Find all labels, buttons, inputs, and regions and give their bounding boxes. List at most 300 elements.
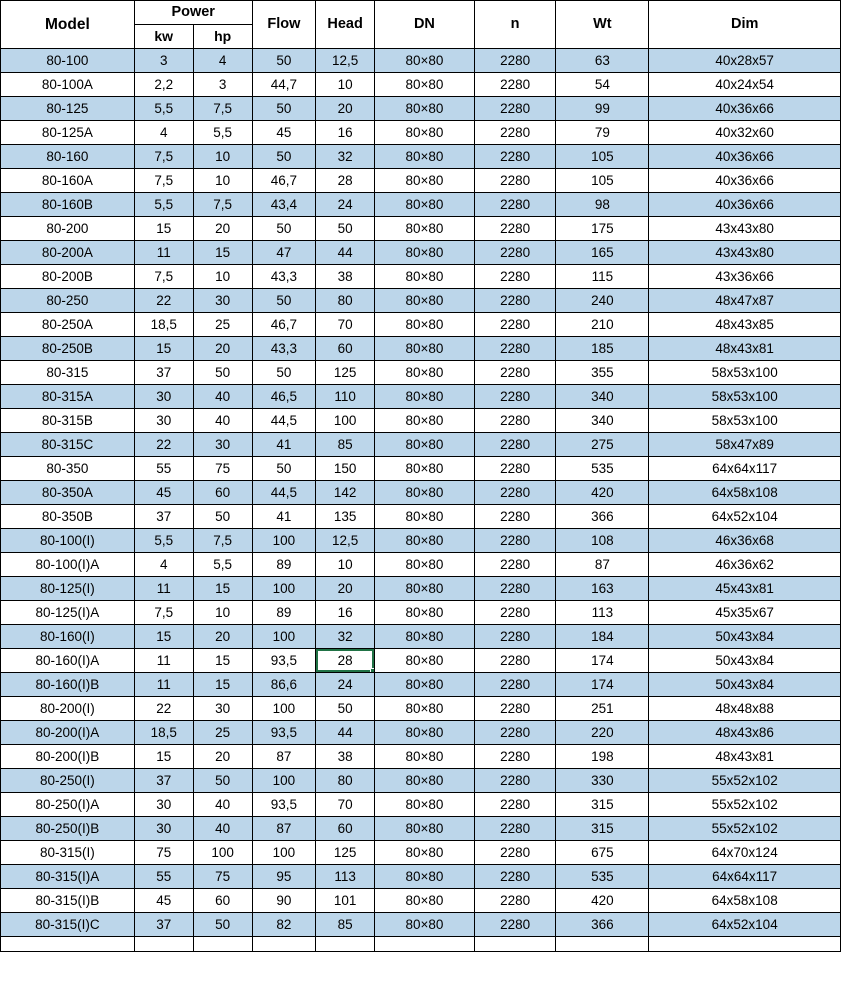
cell-kw[interactable]: 7,5 (134, 601, 193, 625)
cell-wt[interactable]: 175 (556, 217, 649, 241)
cell-head[interactable]: 80 (316, 289, 375, 313)
cell-flow[interactable]: 44,5 (252, 481, 315, 505)
cell-n[interactable]: 2280 (474, 49, 556, 73)
cell-dn[interactable]: 80×80 (375, 73, 475, 97)
cell-model[interactable]: 80-350A (1, 481, 135, 505)
cell-flow[interactable]: 100 (252, 769, 315, 793)
cell-wt[interactable]: 185 (556, 337, 649, 361)
cell-kw[interactable]: 5,5 (134, 97, 193, 121)
cell-n[interactable]: 2280 (474, 97, 556, 121)
cell-model[interactable]: 80-160(I)A (1, 649, 135, 673)
cell-kw[interactable]: 45 (134, 889, 193, 913)
cell-kw[interactable]: 15 (134, 337, 193, 361)
cell-flow[interactable]: 41 (252, 433, 315, 457)
cell-model[interactable]: 80-200(I)A (1, 721, 135, 745)
table-row[interactable] (1, 601, 841, 625)
table-row[interactable] (1, 865, 841, 889)
table-row[interactable] (1, 745, 841, 769)
table-row[interactable] (1, 529, 841, 553)
cell-model[interactable]: 80-350 (1, 457, 135, 481)
cell-dn[interactable]: 80×80 (375, 49, 475, 73)
cell-head[interactable]: 150 (316, 457, 375, 481)
cell-head[interactable]: 38 (316, 265, 375, 289)
cell-flow[interactable]: 87 (252, 817, 315, 841)
cell-kw[interactable]: 11 (134, 241, 193, 265)
cell-head[interactable] (316, 937, 375, 952)
cell-wt[interactable]: 210 (556, 313, 649, 337)
cell-kw[interactable]: 15 (134, 217, 193, 241)
cell-head[interactable]: 50 (316, 217, 375, 241)
cell-kw[interactable]: 55 (134, 865, 193, 889)
cell-n[interactable]: 2280 (474, 577, 556, 601)
cell-dim[interactable]: 58x47x89 (649, 433, 841, 457)
cell-flow[interactable]: 43,3 (252, 265, 315, 289)
cell-wt[interactable]: 420 (556, 889, 649, 913)
table-row[interactable] (1, 265, 841, 289)
cell-head[interactable]: 16 (316, 601, 375, 625)
cell-model[interactable]: 80-200(I) (1, 697, 135, 721)
cell-dim[interactable]: 64x52x104 (649, 913, 841, 937)
cell-model[interactable]: 80-125(I) (1, 577, 135, 601)
cell-head[interactable]: 125 (316, 841, 375, 865)
cell-flow[interactable]: 46,7 (252, 313, 315, 337)
cell-n[interactable]: 2280 (474, 241, 556, 265)
table-row[interactable] (1, 409, 841, 433)
cell-model[interactable]: 80-125A (1, 121, 135, 145)
cell-model[interactable]: 80-160A (1, 169, 135, 193)
cell-head[interactable]: 60 (316, 337, 375, 361)
table-row[interactable] (1, 481, 841, 505)
cell-n[interactable]: 2280 (474, 769, 556, 793)
cell-hp[interactable]: 7,5 (193, 529, 252, 553)
cell-flow[interactable]: 41 (252, 505, 315, 529)
cell-hp[interactable]: 75 (193, 865, 252, 889)
cell-head[interactable]: 85 (316, 433, 375, 457)
cell-dn[interactable]: 80×80 (375, 721, 475, 745)
cell-model[interactable]: 80-315C (1, 433, 135, 457)
cell-dn[interactable]: 80×80 (375, 745, 475, 769)
cell-dim[interactable]: 40x32x60 (649, 121, 841, 145)
table-row[interactable] (1, 721, 841, 745)
table-row[interactable] (1, 889, 841, 913)
column-header-dn[interactable]: DN (375, 1, 475, 49)
cell-n[interactable]: 2280 (474, 529, 556, 553)
cell-head[interactable]: 100 (316, 409, 375, 433)
cell-model[interactable]: 80-100A (1, 73, 135, 97)
cell-hp[interactable]: 20 (193, 217, 252, 241)
cell-head[interactable]: 12,5 (316, 49, 375, 73)
cell-wt[interactable]: 275 (556, 433, 649, 457)
cell-wt[interactable]: 340 (556, 409, 649, 433)
cell-hp[interactable]: 40 (193, 793, 252, 817)
cell-wt[interactable]: 108 (556, 529, 649, 553)
cell-dim[interactable]: 55x52x102 (649, 793, 841, 817)
cell-flow[interactable] (252, 937, 315, 952)
cell-kw[interactable]: 30 (134, 385, 193, 409)
cell-kw[interactable]: 22 (134, 289, 193, 313)
cell-kw[interactable]: 37 (134, 769, 193, 793)
table-row[interactable] (1, 385, 841, 409)
cell-wt[interactable]: 174 (556, 673, 649, 697)
cell-model[interactable]: 80-160(I) (1, 625, 135, 649)
cell-flow[interactable]: 43,4 (252, 193, 315, 217)
cell-head[interactable]: 44 (316, 721, 375, 745)
cell-head[interactable]: 28 (316, 169, 375, 193)
cell-kw[interactable]: 37 (134, 361, 193, 385)
cell-n[interactable]: 2280 (474, 721, 556, 745)
cell-wt[interactable]: 79 (556, 121, 649, 145)
cell-dn[interactable]: 80×80 (375, 577, 475, 601)
cell-hp[interactable]: 7,5 (193, 193, 252, 217)
cell-dim[interactable]: 40x36x66 (649, 169, 841, 193)
cell-head[interactable]: 113 (316, 865, 375, 889)
column-header-head[interactable]: Head (316, 1, 375, 49)
cell-dim[interactable]: 58x53x100 (649, 361, 841, 385)
cell-flow[interactable]: 82 (252, 913, 315, 937)
cell-wt[interactable]: 420 (556, 481, 649, 505)
cell-n[interactable]: 2280 (474, 625, 556, 649)
cell-n[interactable]: 2280 (474, 433, 556, 457)
cell-dim[interactable]: 48x43x81 (649, 745, 841, 769)
cell-hp[interactable]: 60 (193, 889, 252, 913)
cell-dim[interactable]: 48x43x85 (649, 313, 841, 337)
cell-hp[interactable]: 40 (193, 385, 252, 409)
cell-n[interactable]: 2280 (474, 313, 556, 337)
cell-flow[interactable]: 44,5 (252, 409, 315, 433)
cell-dn[interactable]: 80×80 (375, 793, 475, 817)
cell-wt[interactable]: 535 (556, 865, 649, 889)
cell-kw[interactable]: 11 (134, 673, 193, 697)
cell-head[interactable]: 16 (316, 121, 375, 145)
table-row[interactable] (1, 169, 841, 193)
cell-dim[interactable]: 43x36x66 (649, 265, 841, 289)
cell-dim[interactable]: 48x43x81 (649, 337, 841, 361)
cell-hp[interactable]: 5,5 (193, 553, 252, 577)
cell-n[interactable]: 2280 (474, 265, 556, 289)
cell-wt[interactable]: 174 (556, 649, 649, 673)
cell-dn[interactable]: 80×80 (375, 361, 475, 385)
cell-kw[interactable]: 7,5 (134, 169, 193, 193)
table-row[interactable] (1, 577, 841, 601)
cell-flow[interactable]: 50 (252, 49, 315, 73)
cell-flow[interactable]: 50 (252, 289, 315, 313)
table-row[interactable] (1, 433, 841, 457)
cell-flow[interactable]: 43,3 (252, 337, 315, 361)
cell-flow[interactable]: 100 (252, 697, 315, 721)
cell-hp[interactable]: 15 (193, 649, 252, 673)
cell-model[interactable]: 80-315(I)C (1, 913, 135, 937)
cell-hp[interactable]: 50 (193, 505, 252, 529)
cell-dn[interactable]: 80×80 (375, 769, 475, 793)
cell-flow[interactable]: 93,5 (252, 649, 315, 673)
cell-model[interactable]: 80-125(I)A (1, 601, 135, 625)
cell-hp[interactable]: 50 (193, 361, 252, 385)
table-row[interactable] (1, 97, 841, 121)
cell-wt[interactable]: 366 (556, 913, 649, 937)
cell-dn[interactable]: 80×80 (375, 505, 475, 529)
cell-flow[interactable]: 50 (252, 457, 315, 481)
cell-kw[interactable]: 75 (134, 841, 193, 865)
cell-kw[interactable]: 11 (134, 577, 193, 601)
cell-dn[interactable]: 80×80 (375, 673, 475, 697)
cell-head[interactable]: 135 (316, 505, 375, 529)
cell-head[interactable]: 50 (316, 697, 375, 721)
cell-hp[interactable]: 25 (193, 721, 252, 745)
cell-n[interactable]: 2280 (474, 121, 556, 145)
cell-dn[interactable]: 80×80 (375, 241, 475, 265)
cell-kw[interactable]: 18,5 (134, 313, 193, 337)
cell-kw[interactable]: 37 (134, 505, 193, 529)
cell-dim[interactable]: 45x35x67 (649, 601, 841, 625)
cell-model[interactable]: 80-315 (1, 361, 135, 385)
cell-flow[interactable]: 89 (252, 553, 315, 577)
cell-hp[interactable]: 7,5 (193, 97, 252, 121)
cell-dn[interactable]: 80×80 (375, 553, 475, 577)
cell-kw[interactable]: 15 (134, 625, 193, 649)
cell-flow[interactable]: 93,5 (252, 793, 315, 817)
cell-n[interactable]: 2280 (474, 337, 556, 361)
cell-hp[interactable]: 40 (193, 817, 252, 841)
cell-hp[interactable]: 10 (193, 169, 252, 193)
table-row[interactable] (1, 649, 841, 673)
cell-flow[interactable]: 47 (252, 241, 315, 265)
table-row[interactable] (1, 625, 841, 649)
cell-dim[interactable]: 46x36x68 (649, 529, 841, 553)
cell-kw[interactable]: 15 (134, 745, 193, 769)
cell-model[interactable]: 80-250(I)A (1, 793, 135, 817)
cell-model[interactable] (1, 937, 135, 952)
cell-dn[interactable]: 80×80 (375, 625, 475, 649)
cell-flow[interactable]: 86,6 (252, 673, 315, 697)
cell-head[interactable]: 60 (316, 817, 375, 841)
cell-hp[interactable]: 20 (193, 745, 252, 769)
cell-head[interactable]: 10 (316, 553, 375, 577)
cell-hp[interactable]: 10 (193, 265, 252, 289)
cell-model[interactable]: 80-125 (1, 97, 135, 121)
table-row[interactable] (1, 73, 841, 97)
cell-wt[interactable]: 99 (556, 97, 649, 121)
table-row[interactable] (1, 361, 841, 385)
cell-kw[interactable]: 45 (134, 481, 193, 505)
cell-head[interactable]: 32 (316, 625, 375, 649)
cell-n[interactable]: 2280 (474, 481, 556, 505)
cell-kw[interactable]: 7,5 (134, 145, 193, 169)
cell-head[interactable]: 24 (316, 193, 375, 217)
cell-dim[interactable]: 64x52x104 (649, 505, 841, 529)
cell-head[interactable]: 125 (316, 361, 375, 385)
cell-model[interactable]: 80-250(I)B (1, 817, 135, 841)
cell-head[interactable]: 70 (316, 313, 375, 337)
cell-head[interactable]: 12,5 (316, 529, 375, 553)
table-row[interactable] (1, 505, 841, 529)
cell-dn[interactable]: 80×80 (375, 193, 475, 217)
cell-wt[interactable]: 355 (556, 361, 649, 385)
cell-hp[interactable]: 100 (193, 841, 252, 865)
cell-dim[interactable]: 40x28x57 (649, 49, 841, 73)
cell-flow[interactable]: 100 (252, 841, 315, 865)
cell-dn[interactable]: 80×80 (375, 817, 475, 841)
cell-dn[interactable]: 80×80 (375, 409, 475, 433)
cell-model[interactable]: 80-100(I)A (1, 553, 135, 577)
cell-dn[interactable]: 80×80 (375, 913, 475, 937)
cell-n[interactable]: 2280 (474, 361, 556, 385)
cell-wt[interactable]: 366 (556, 505, 649, 529)
cell-flow[interactable]: 50 (252, 145, 315, 169)
cell-head[interactable]: 20 (316, 97, 375, 121)
cell-dn[interactable]: 80×80 (375, 313, 475, 337)
cell-head[interactable]: 85 (316, 913, 375, 937)
cell-dim[interactable]: 50x43x84 (649, 649, 841, 673)
cell-kw[interactable]: 4 (134, 121, 193, 145)
table-row[interactable] (1, 289, 841, 313)
cell-dim[interactable]: 48x43x86 (649, 721, 841, 745)
cell-wt[interactable] (556, 937, 649, 952)
column-header-power[interactable]: Power (134, 1, 252, 25)
cell-dim[interactable]: 50x43x84 (649, 625, 841, 649)
cell-n[interactable]: 2280 (474, 673, 556, 697)
cell-kw[interactable]: 55 (134, 457, 193, 481)
cell-kw[interactable]: 37 (134, 913, 193, 937)
cell-head[interactable]: 110 (316, 385, 375, 409)
cell-dim[interactable]: 58x53x100 (649, 409, 841, 433)
cell-dim[interactable]: 55x52x102 (649, 817, 841, 841)
cell-model[interactable]: 80-350B (1, 505, 135, 529)
cell-hp[interactable]: 50 (193, 769, 252, 793)
cell-wt[interactable]: 330 (556, 769, 649, 793)
cell-n[interactable]: 2280 (474, 817, 556, 841)
cell-n[interactable]: 2280 (474, 145, 556, 169)
cell-hp[interactable]: 15 (193, 673, 252, 697)
cell-dn[interactable] (375, 937, 475, 952)
cell-dim[interactable]: 64x58x108 (649, 889, 841, 913)
table-row[interactable] (1, 145, 841, 169)
cell-model[interactable]: 80-160B (1, 193, 135, 217)
cell-dim[interactable]: 64x70x124 (649, 841, 841, 865)
cell-head[interactable]: 70 (316, 793, 375, 817)
column-header-wt[interactable]: Wt (556, 1, 649, 49)
cell-wt[interactable]: 105 (556, 145, 649, 169)
cell-wt[interactable]: 115 (556, 265, 649, 289)
cell-flow[interactable]: 44,7 (252, 73, 315, 97)
cell-kw[interactable]: 2,2 (134, 73, 193, 97)
cell-model[interactable]: 80-315B (1, 409, 135, 433)
cell-hp[interactable]: 20 (193, 625, 252, 649)
cell-dim[interactable]: 64x64x117 (649, 865, 841, 889)
table-row[interactable] (1, 817, 841, 841)
cell-wt[interactable]: 87 (556, 553, 649, 577)
cell-dn[interactable]: 80×80 (375, 649, 475, 673)
cell-dim[interactable]: 40x24x54 (649, 73, 841, 97)
cell-model[interactable]: 80-100(I) (1, 529, 135, 553)
cell-dn[interactable]: 80×80 (375, 457, 475, 481)
cell-dn[interactable]: 80×80 (375, 145, 475, 169)
table-row[interactable] (1, 793, 841, 817)
cell-dim[interactable]: 40x36x66 (649, 97, 841, 121)
cell-hp[interactable]: 20 (193, 337, 252, 361)
cell-n[interactable]: 2280 (474, 745, 556, 769)
cell-dn[interactable]: 80×80 (375, 529, 475, 553)
cell-kw[interactable]: 7,5 (134, 265, 193, 289)
cell-n[interactable]: 2280 (474, 289, 556, 313)
cell-n[interactable] (474, 937, 556, 952)
table-row[interactable] (1, 913, 841, 937)
cell-kw[interactable]: 5,5 (134, 529, 193, 553)
cell-hp[interactable]: 5,5 (193, 121, 252, 145)
cell-n[interactable]: 2280 (474, 865, 556, 889)
cell-dn[interactable]: 80×80 (375, 97, 475, 121)
cell-dn[interactable]: 80×80 (375, 841, 475, 865)
cell-hp[interactable]: 15 (193, 577, 252, 601)
table-row[interactable] (1, 841, 841, 865)
cell-n[interactable]: 2280 (474, 385, 556, 409)
cell-wt[interactable]: 184 (556, 625, 649, 649)
cell-head[interactable]: 142 (316, 481, 375, 505)
cell-wt[interactable]: 198 (556, 745, 649, 769)
cell-dim[interactable]: 48x47x87 (649, 289, 841, 313)
cell-head[interactable]: 32 (316, 145, 375, 169)
cell-n[interactable]: 2280 (474, 73, 556, 97)
cell-n[interactable]: 2280 (474, 505, 556, 529)
cell-hp[interactable]: 75 (193, 457, 252, 481)
cell-wt[interactable]: 98 (556, 193, 649, 217)
table-row[interactable] (1, 553, 841, 577)
cell-head[interactable]: 38 (316, 745, 375, 769)
cell-model[interactable]: 80-250(I) (1, 769, 135, 793)
cell-flow[interactable]: 100 (252, 577, 315, 601)
cell-kw[interactable]: 3 (134, 49, 193, 73)
cell-n[interactable]: 2280 (474, 169, 556, 193)
table-row[interactable] (1, 937, 841, 952)
cell-n[interactable]: 2280 (474, 193, 556, 217)
cell-model[interactable]: 80-315(I) (1, 841, 135, 865)
table-row[interactable] (1, 337, 841, 361)
cell-flow[interactable]: 93,5 (252, 721, 315, 745)
cell-hp[interactable]: 60 (193, 481, 252, 505)
cell-model[interactable]: 80-200B (1, 265, 135, 289)
cell-dim[interactable]: 40x36x66 (649, 145, 841, 169)
cell-kw[interactable]: 22 (134, 433, 193, 457)
cell-head[interactable]: 24 (316, 673, 375, 697)
cell-dn[interactable]: 80×80 (375, 481, 475, 505)
cell-n[interactable]: 2280 (474, 913, 556, 937)
cell-flow[interactable]: 50 (252, 217, 315, 241)
cell-dim[interactable]: 55x52x102 (649, 769, 841, 793)
cell-dim[interactable]: 45x43x81 (649, 577, 841, 601)
table-row[interactable] (1, 769, 841, 793)
cell-wt[interactable]: 535 (556, 457, 649, 481)
cell-n[interactable]: 2280 (474, 793, 556, 817)
table-row[interactable] (1, 193, 841, 217)
cell-head[interactable]: 44 (316, 241, 375, 265)
cell-kw[interactable]: 30 (134, 409, 193, 433)
cell-kw[interactable]: 22 (134, 697, 193, 721)
cell-hp[interactable]: 30 (193, 433, 252, 457)
cell-flow[interactable]: 45 (252, 121, 315, 145)
cell-dim[interactable]: 64x64x117 (649, 457, 841, 481)
cell-kw[interactable]: 5,5 (134, 193, 193, 217)
cell-flow[interactable]: 50 (252, 97, 315, 121)
cell-hp[interactable]: 25 (193, 313, 252, 337)
cell-hp[interactable] (193, 937, 252, 952)
selected-cell[interactable]: 28 (316, 649, 375, 673)
cell-model[interactable]: 80-250 (1, 289, 135, 313)
cell-n[interactable]: 2280 (474, 409, 556, 433)
table-row[interactable] (1, 217, 841, 241)
cell-dim[interactable] (649, 937, 841, 952)
column-header-model[interactable]: Model (1, 1, 135, 49)
cell-dn[interactable]: 80×80 (375, 865, 475, 889)
cell-flow[interactable]: 50 (252, 361, 315, 385)
